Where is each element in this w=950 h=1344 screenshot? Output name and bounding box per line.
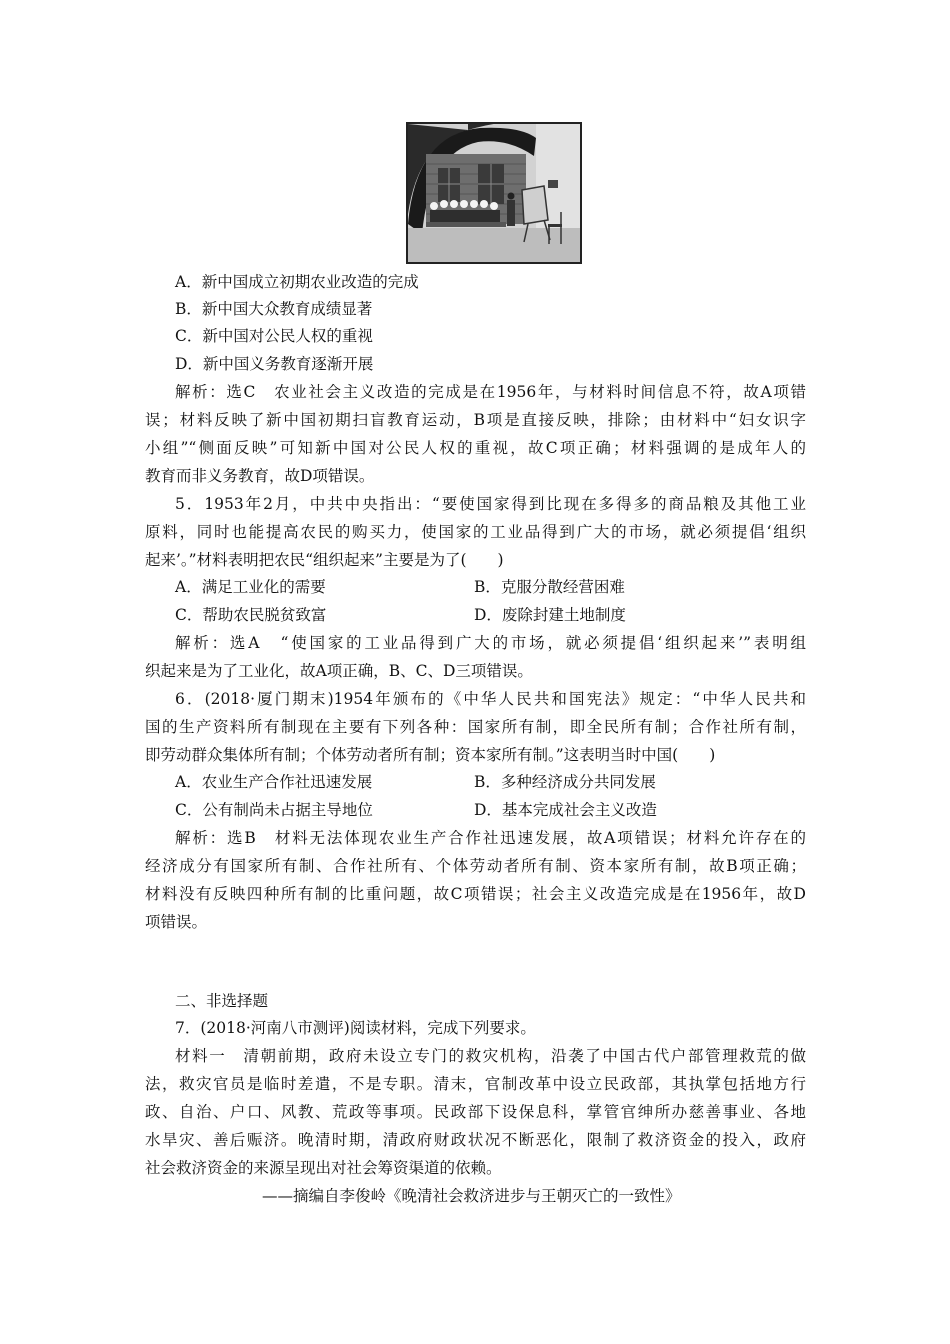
q6-option-d: D．基本完成社会主义改造 (474, 801, 657, 819)
q7-material-line: 材料一 清朝前期，政府未设立专门的救灾机构，沿袭了中国古代户部管理救荒的做 (175, 1047, 806, 1065)
q4-analysis-line: 误；材料反映了新中国初期扫盲教育运动，B项是直接反映，排除；由材料中“妇女识字 (145, 411, 806, 429)
q5-stem-line: 起来’。”材料表明把农民“组织起来”主要是为了( ) (145, 551, 504, 569)
q6-option-a: A．农业生产合作社迅速发展 (175, 773, 373, 791)
q7-material-line: 水旱灾、善后赈济。晚清时期，清政府财政状况不断恶化，限制了救济资金的投入，政府 (145, 1131, 806, 1149)
q4-analysis-line: 解析：选C 农业社会主义改造的完成是在1956年，与材料时间信息不符，故A项错 (175, 383, 806, 401)
q7-material-line: 政、自治、户口、风教、荒政等事项。民政部下设保息科，掌管官绅所办慈善事业、各地 (145, 1103, 806, 1121)
q4-analysis-line: 小组”“侧面反映”可知新中国对公民人权的重视，故C项正确；材料强调的是成年人的 (145, 439, 806, 457)
q4-option-c: C．新中国对公民人权的重视 (175, 327, 373, 345)
q5-option-d: D．废除封建土地制度 (474, 606, 626, 624)
literacy-class-photo (406, 122, 582, 264)
q6-analysis-line: 材料没有反映四种所有制的比重问题，故C项错误；社会主义改造完成是在1956年，故D (145, 885, 806, 903)
q6-analysis-line: 解析：选B 材料无法体现农业生产合作社迅速发展，故A项错误；材料允许存在的 (175, 829, 806, 847)
q5-option-c: C．帮助农民脱贫致富 (175, 606, 327, 624)
q6-stem-line: 6．(2018·厦门期末)1954年颁布的《中华人民共和国宪法》规定：“中华人民共和 (175, 690, 806, 708)
q7-material-line: 法，救灾官员是临时差遣，不是专职。清末，官制改革中设立民政部，其执掌包括地方行 (145, 1075, 806, 1093)
q4-option-a: A．新中国成立初期农业改造的完成 (175, 273, 419, 291)
q6-stem-line: 即劳动群众集体所有制；个体劳动者所有制；资本家所有制。”这表明当时中国( ) (145, 746, 716, 764)
q5-analysis-line: 织起来是为了工业化，故A项正确，B、C、D三项错误。 (145, 662, 533, 680)
q5-option-b: B．克服分散经营困难 (474, 578, 625, 596)
q6-stem-line: 国的生产资料所有制现在主要有下列各种：国家所有制，即全民所有制；合作社所有制， (145, 718, 806, 736)
q5-analysis-line: 解析：选A “使国家的工业品得到广大的市场，就必须提倡‘组织起来’”表明组 (175, 634, 806, 652)
q6-analysis-line: 项错误。 (145, 913, 208, 931)
q5-stem-line: 5．1953年2月，中共中央指出：“要使国家得到比现在多得多的商品粮及其他工业 (175, 495, 806, 513)
q6-analysis-line: 经济成分有国家所有制、合作社所有、个体劳动者所有制、资本家所有制，故B项正确； (145, 857, 806, 875)
q7-stem: 7．(2018·河南八市测评)阅读材料，完成下列要求。 (175, 1019, 536, 1037)
q4-analysis-line: 教育而非义务教育，故D项错误。 (145, 467, 375, 485)
q7-source: ——摘编自李俊岭《晚清社会救济进步与王朝灭亡的一致性》 (262, 1187, 681, 1205)
q5-stem-line: 原料，同时也能提高农民的购买力，使国家的工业品得到广大的市场，就必须提倡‘组织 (145, 523, 806, 541)
q4-option-b: B．新中国大众教育成绩显著 (175, 300, 373, 318)
q6-option-b: B．多种经济成分共同发展 (474, 773, 656, 791)
section-title: 二、非选择题 (175, 992, 269, 1010)
q4-option-d: D．新中国义务教育逐渐开展 (175, 355, 374, 373)
q6-option-c: C．公有制尚未占据主导地位 (175, 801, 373, 819)
q7-material-line: 社会救济资金的来源呈现出对社会筹资渠道的依赖。 (145, 1159, 502, 1177)
q5-option-a: A．满足工业化的需要 (175, 578, 326, 596)
